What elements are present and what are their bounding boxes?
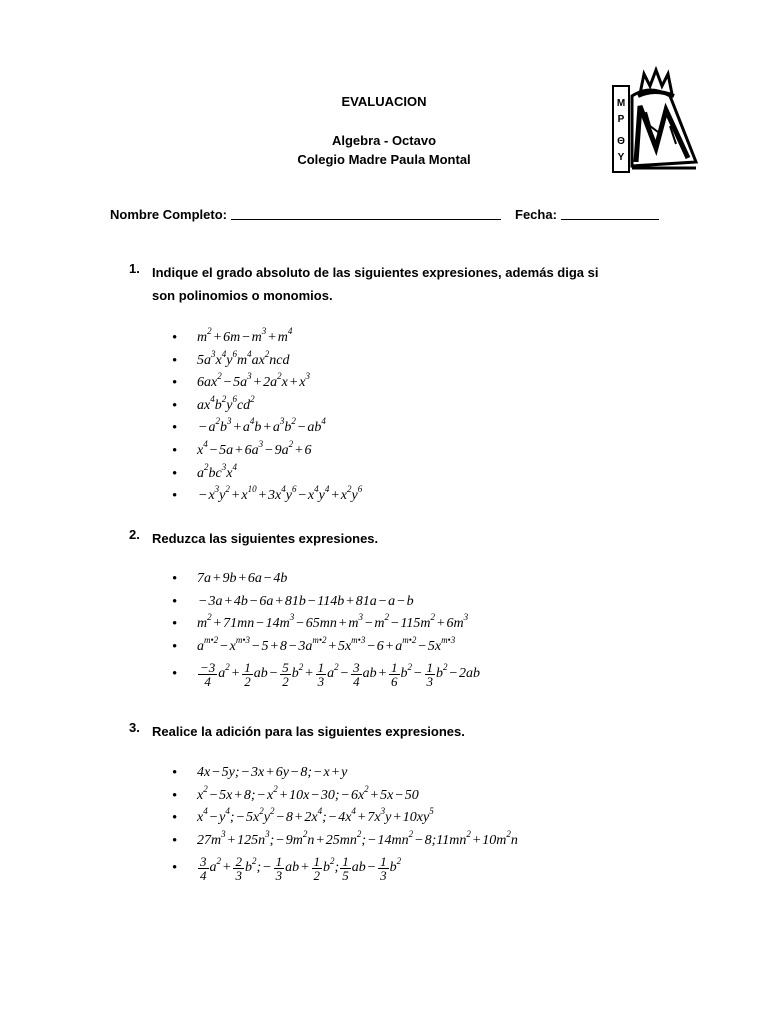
- expression-item: • $-x^3y^2+x^{10}+3x^4y^6-x^4y^4+x^2y^6$: [172, 485, 362, 508]
- expression-item: • 4x−5y;−3x+6y−8;−x+y: [172, 762, 518, 785]
- question-1: [129, 261, 612, 307]
- expression-item: • $5a^3x^4y^6m^4ax^2ncd$: [172, 350, 362, 373]
- question-number: 1.: [129, 261, 140, 276]
- date-field[interactable]: [561, 207, 659, 220]
- expression-item: • $\frac{-3}{4}$ $a^2+$ $\frac{1}{2}$ ab− $\frac{5}{2}$ $b^2+$ $\frac{1}{3}$ $a^2-$ $\frac{3}{4}$ ab+ $\frac{1}{6}$ $b^2-$ $\frac{1}{3}$ $b^2-2ab$: [172, 658, 480, 690]
- question-2: [129, 527, 612, 550]
- expression-item: • $m^2+71mn-14m^3-65mn+m^3-m^2-115m^2+6m^3$: [172, 613, 480, 636]
- expression-item: • $a^2bc^3x^4$: [172, 463, 362, 486]
- question-3: [129, 720, 612, 743]
- expression-item: • $\frac{3}{4}$ $a^2+$ $\frac{2}{3}$ $b^2;-$ $\frac{1}{3}$ ab+ $\frac{1}{2}$ $b^2$; $\frac{1}{5}$ ab− $\frac{1}{3}$ $b^2$: [172, 852, 518, 884]
- expression-item: • −3a+4b−6a+81b−114b+81a−a−b: [172, 591, 480, 614]
- question-number: 3.: [129, 720, 140, 735]
- question-1-expressions: [172, 327, 362, 508]
- expression-item: • $-a^2b^3+a^4b+a^3b^2-ab^4$: [172, 417, 362, 440]
- logo-letter: M: [616, 98, 626, 109]
- date-label: Fecha:: [515, 207, 557, 222]
- school-crest-logo: [610, 66, 700, 176]
- name-field[interactable]: [231, 207, 501, 220]
- question-text: Reduzca las siguientes expresiones.: [152, 531, 379, 546]
- subject-heading: Algebra - Octavo: [331, 133, 437, 148]
- student-info-line: [110, 207, 659, 222]
- logo-letter: P: [617, 114, 625, 125]
- question-3-expressions: [172, 762, 518, 884]
- expression-item: • $m^2+6m-m^3+m^4$: [172, 327, 362, 350]
- expression-item: • $6ax^2-5a^3+2a^2x+x^3$: [172, 372, 362, 395]
- name-label: Nombre Completo:: [110, 207, 227, 222]
- expression-item: • $a^{m•2}-x^{m•3}-5+8-3a^{m•2}+5x^{m•3}-6+a^{m•2}-5x^{m•3}$: [172, 636, 480, 659]
- expression-item: • $x^4-5a+6a^3-9a^2+6$: [172, 440, 362, 463]
- question-number: 2.: [129, 527, 140, 542]
- expression-item: • $ax^4b^2y^6cd^2$: [172, 395, 362, 418]
- school-name: Colegio Madre Paula Montal: [297, 152, 471, 167]
- logo-letter: Θ: [617, 136, 625, 147]
- question-text: Realice la adición para las siguientes expresiones.: [152, 724, 465, 739]
- logo-letter: Y: [617, 152, 625, 163]
- question-2-expressions: [172, 568, 480, 690]
- question-text: Indique el grado absoluto de las siguientes expresiones, además diga si son polinomios o monomios.: [152, 265, 599, 303]
- expression-item: • $x^2-5x+8;-x^2+10x-30;-6x^2+5x-50$: [172, 785, 518, 808]
- document-title: EVALUACION: [341, 94, 427, 109]
- expression-item: • 7a+9b+6a−4b: [172, 568, 480, 591]
- expression-item: • $27m^3+125n^3;-9m^2n+25mn^2;-14mn^2-8;11mn^2+10m^2n$: [172, 830, 518, 853]
- expression-item: • $x^4-y^4;-5x^2y^2-8+2x^4;-4x^4+7x^3y+10xy^5$: [172, 807, 518, 830]
